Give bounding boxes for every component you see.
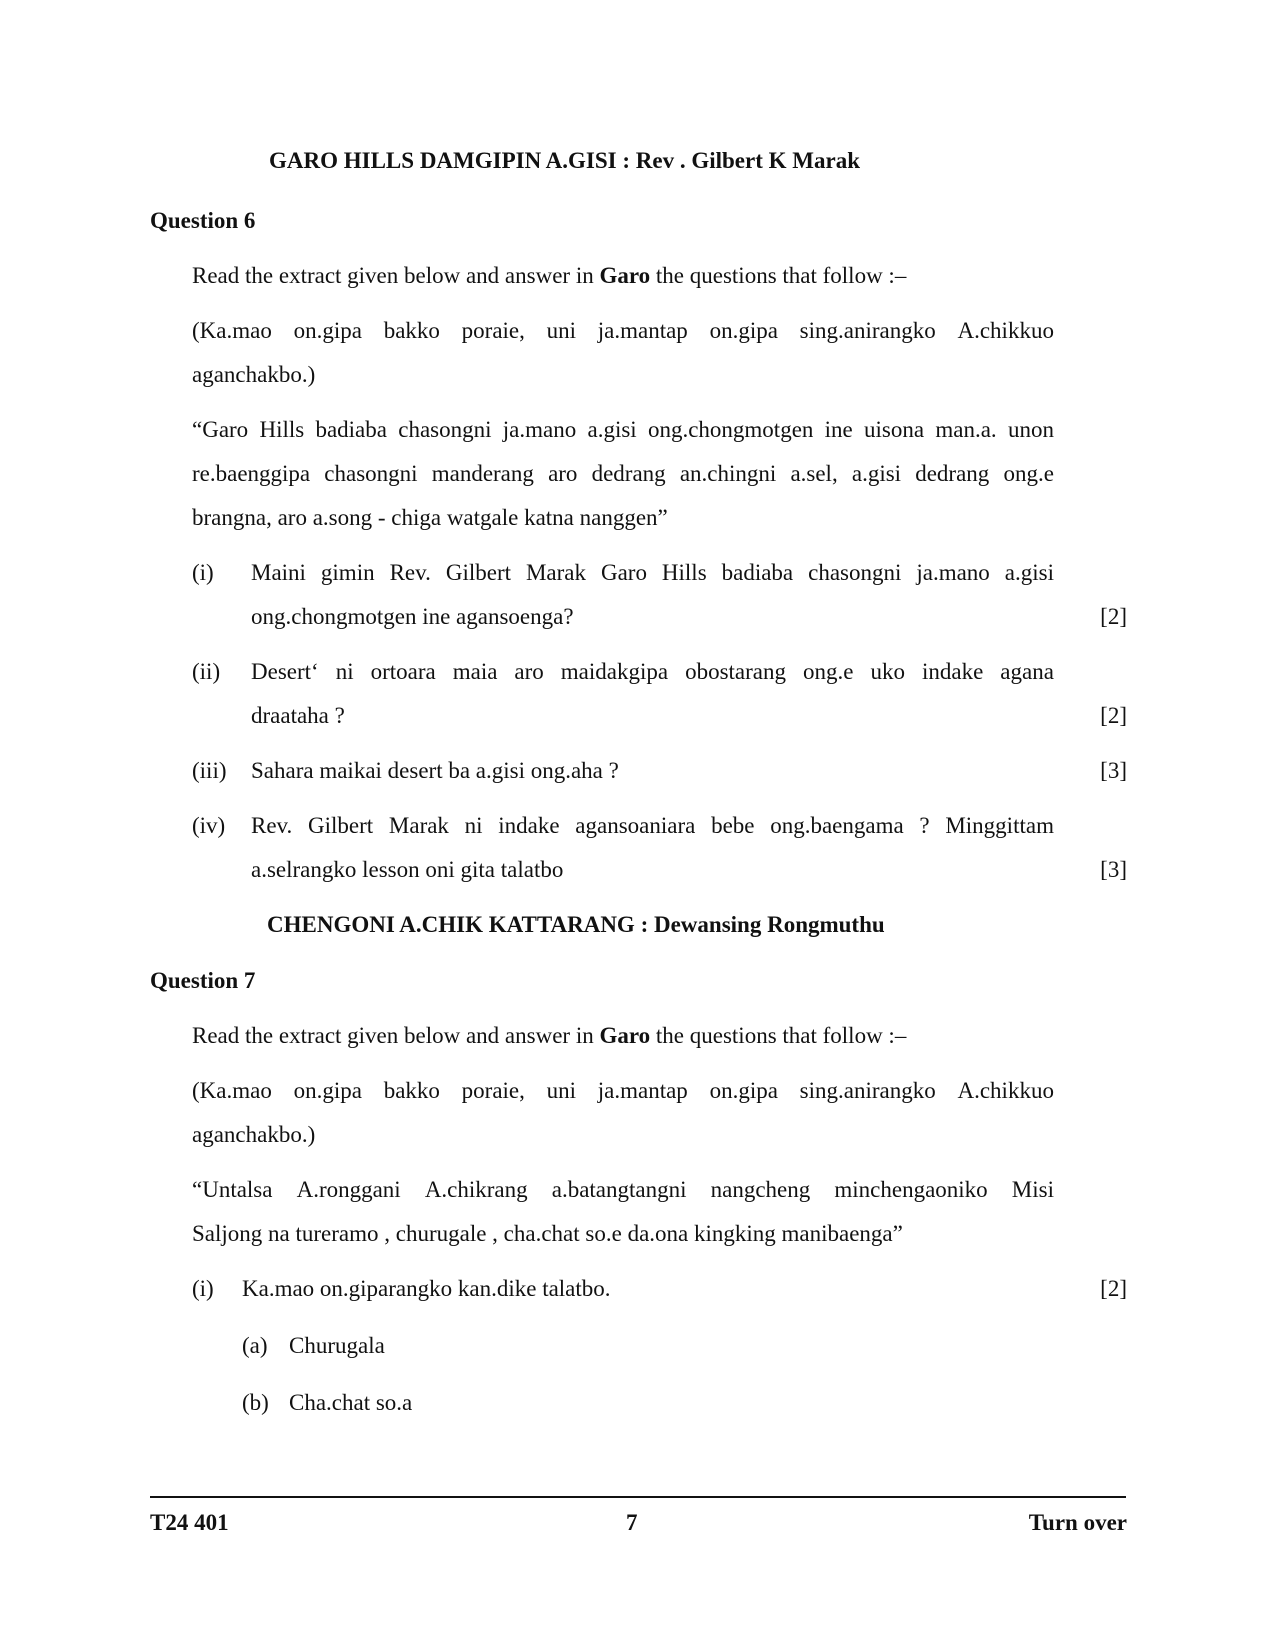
question-number: (ii) — [192, 659, 221, 684]
extract-note-cont: aganchakbo.) — [192, 1122, 316, 1147]
marks: [2] — [1100, 604, 1127, 629]
paper-code: T24 401 — [150, 1510, 229, 1535]
extract-text: brangna, aro a.song - chiga watgale katna nanggen” — [192, 505, 668, 530]
instruction: Read the extract given below and answer in Garo the questions that follow :– — [192, 1023, 907, 1048]
marks: [2] — [1100, 1276, 1127, 1301]
extract-note: (Ka.mao on.gipa bakko poraie, uni ja.mantap on.gipa sing.anirangko A.chikkuo — [192, 318, 1054, 343]
section-title: CHENGONI A.CHIK KATTARANG : Dewansing Rongmuthu — [267, 912, 885, 937]
question-number: (i) — [192, 560, 214, 585]
subitem-number: (a) — [242, 1333, 268, 1358]
question-number: (i) — [192, 1276, 214, 1301]
page-number: 7 — [626, 1510, 638, 1535]
question-text-cont: a.selrangko lesson oni gita talatbo — [251, 857, 564, 882]
extract-note-cont: aganchakbo.) — [192, 362, 316, 387]
extract-text: “Untalsa A.ronggani A.chikrang a.batangtangni nangcheng minchengaoniko Misi — [192, 1177, 1054, 1202]
extract-text: re.baenggipa chasongni manderang aro dedrang an.chingni a.sel, a.gisi dedrang ong.e — [192, 461, 1054, 486]
question-text: Sahara maikai desert ba a.gisi ong.aha ? — [251, 758, 619, 783]
question-number: (iv) — [192, 813, 226, 838]
subitem-text: Cha.chat so.a — [289, 1390, 413, 1415]
extract-text: “Garo Hills badiaba chasongni ja.mano a.gisi ong.chongmotgen ine uisona man.a. unon — [192, 417, 1054, 442]
question-text: Maini gimin Rev. Gilbert Marak Garo Hills badiaba chasongni ja.mano a.gisi — [251, 560, 1054, 585]
marks: [3] — [1100, 758, 1127, 783]
extract-note: (Ka.mao on.gipa bakko poraie, uni ja.mantap on.gipa sing.anirangko A.chikkuo — [192, 1078, 1054, 1103]
question-number: (iii) — [192, 758, 227, 783]
section-title: GARO HILLS DAMGIPIN A.GISI : Rev . Gilbert K Marak — [269, 148, 860, 173]
extract-text: Saljong na tureramo , churugale , cha.chat so.e da.ona kingking manibaenga” — [192, 1221, 903, 1246]
instruction: Read the extract given below and answer in Garo the questions that follow :– — [192, 263, 907, 288]
question-label: Question 7 — [150, 968, 256, 993]
turn-over: Turn over — [1028, 1510, 1127, 1535]
question-text: Desert‘ ni ortoara maia aro maidakgipa obostarang ong.e uko indake agana — [251, 659, 1054, 684]
footer-rule — [150, 1496, 1126, 1498]
subitem-number: (b) — [242, 1390, 269, 1415]
question-text: Ka.mao on.giparangko kan.dike talatbo. — [242, 1276, 611, 1301]
marks: [3] — [1100, 857, 1127, 882]
question-label: Question 6 — [150, 208, 256, 233]
question-text-cont: ong.chongmotgen ine agansoenga? — [251, 604, 574, 629]
marks: [2] — [1100, 703, 1127, 728]
question-text-cont: draataha ? — [251, 703, 345, 728]
subitem-text: Churugala — [289, 1333, 385, 1358]
question-text: Rev. Gilbert Marak ni indake agansoaniara bebe ong.baengama ? Minggittam — [251, 813, 1054, 838]
